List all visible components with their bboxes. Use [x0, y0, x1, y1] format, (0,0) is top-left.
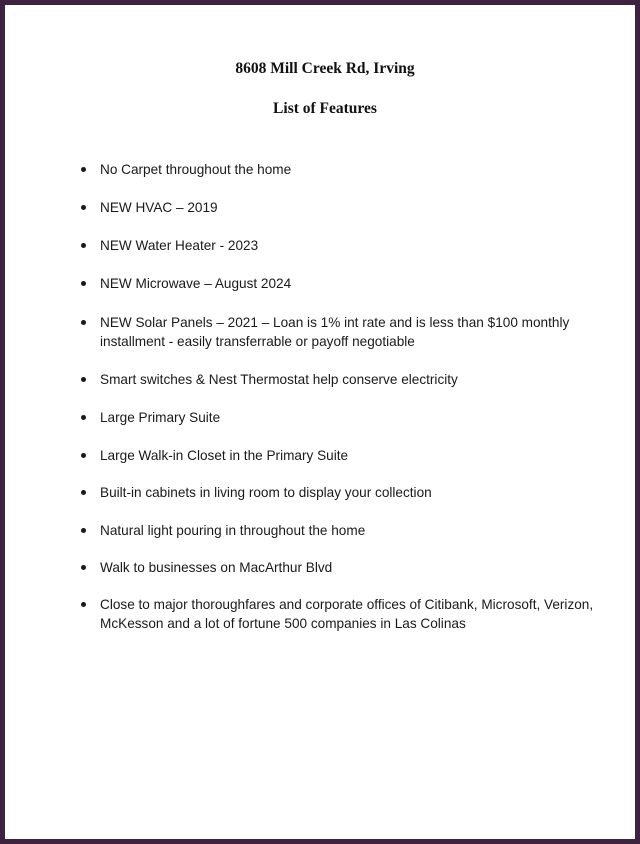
bullet-icon — [81, 528, 86, 533]
list-item-text: Large Walk-in Closet in the Primary Suite — [100, 448, 349, 463]
list-item-text: NEW Water Heater - 2023 — [100, 238, 259, 253]
page-subtitle: List of Features — [273, 100, 377, 117]
list-item-text: NEW HVAC – 2019 — [100, 200, 218, 215]
list-item — [100, 521, 600, 540]
list-item-text: Large Primary Suite — [100, 410, 221, 425]
list-item — [100, 313, 600, 351]
bullet-icon — [81, 415, 86, 420]
list-item-text: No Carpet throughout the home — [100, 162, 292, 177]
list-item-text: Natural light pouring in throughout the home — [100, 523, 366, 538]
bullet-icon — [81, 281, 86, 286]
list-item-text: Built-in cabinets in living room to display your collection — [100, 485, 432, 500]
list-item-text: Close to major thoroughfares and corporate offices of Citibank, Microsoft, Verizon, McKesson and a lot of fortune 500 companies in Las Colinas — [100, 597, 594, 631]
list-item — [100, 483, 600, 502]
list-item-text: NEW Solar Panels – 2021 – Loan is 1% int rate and is less than $100 monthly installment - easily transferrable or payoff negotiable — [100, 315, 570, 349]
bullet-icon — [81, 377, 86, 382]
list-item — [100, 446, 600, 465]
list-item — [100, 558, 600, 577]
bullet-icon — [81, 490, 86, 495]
bullet-icon — [81, 320, 86, 325]
bullet-icon — [81, 565, 86, 570]
bullet-icon — [81, 167, 86, 172]
bullet-icon — [81, 243, 86, 248]
list-item-text: Walk to businesses on MacArthur Blvd — [100, 560, 333, 575]
list-item — [100, 274, 600, 293]
list-item — [100, 595, 600, 633]
bullet-icon — [81, 205, 86, 210]
list-item — [100, 236, 600, 255]
list-item-text: Smart switches & Nest Thermostat help conserve electricity — [100, 372, 458, 387]
bullet-icon — [81, 602, 86, 607]
list-item — [100, 408, 600, 427]
page-title: 8608 Mill Creek Rd, Irving — [235, 60, 415, 77]
list-item — [100, 370, 600, 389]
bullet-icon — [81, 453, 86, 458]
list-item-text: NEW Microwave – August 2024 — [100, 276, 292, 291]
list-item — [100, 198, 600, 217]
list-item — [100, 160, 600, 179]
